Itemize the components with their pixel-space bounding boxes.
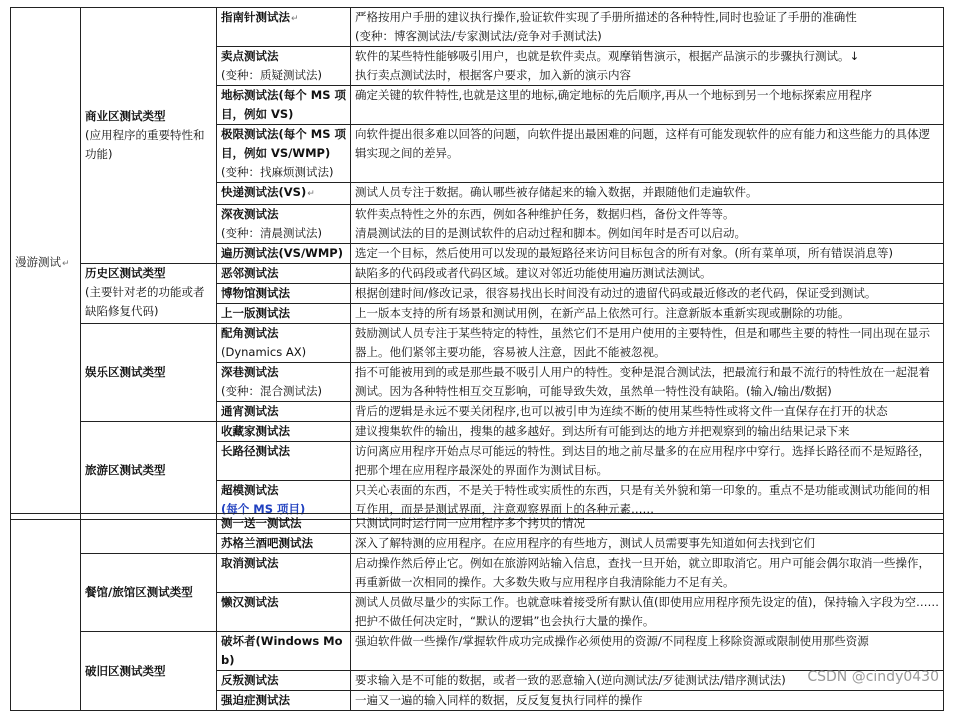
desc-text: 清晨测试法的目的是测试软件的启动过程和脚本。例如闰年时是否可以启动。 [355,226,746,240]
desc-text: 向软件提出很多难以回答的问题，向软件提出最困难的问题，这样有可能发现软件的应有能力和这些能力的具体逻辑实现之间的差异。 [355,127,930,160]
desc-text: 根据创建时间/修改记录，很容易找出长时间没有动过的遗留代码或最近修改的老代码，保证受到测试。 [355,286,877,300]
tech-name: 苏格兰酒吧测试法 [221,536,313,550]
desc-text: 确定关键的软件特性,也就是这里的地标,确定地标的先后顺序,再从一个地标到另一个地标探索应用程序 [355,88,872,102]
desc-cell [351,8,944,47]
group-cell-rundown [81,632,217,711]
tech-name: 博物馆测试法 [221,286,290,300]
desc-cell [351,593,944,632]
desc-text: 只关心表面的东西，不是关于特性或实质性的东西，只是有关外貌和第一印象的。重点不是功能或测试功能间的相互作用，而是是测试界面，注意观察界面上的各种元素…… [355,483,930,516]
tech-name: 深夜测试法 [221,207,279,221]
tech-cell: 快递测试法(VS)↵ [217,183,351,205]
desc-text: 测试人员做尽量少的实际工作。也就意味着接受所有默认值(即使用应用程序预先设定的值)，保持输入字段为空……把护不做任何决定时，“默认的逻辑”也会执行大量的操作。 [355,595,939,628]
tech-cell [217,632,351,671]
desc-cell [351,264,944,284]
tech-name: 卖点测试法 [221,49,279,63]
tech-name: 极限测试法(每个 MS 项目，例如 VS/WMP) [221,127,346,160]
category-cell-empty [11,514,81,711]
tech-cell [217,554,351,593]
tech-variant: (变种：质疑测试法) [221,68,322,82]
desc-text: 背后的逻辑是永远不要关闭程序,也可以被引申为连续不断的使用某些特性或将文件一直保存在打开的状态 [355,404,888,418]
tech-cell [217,671,351,691]
tech-cell [217,593,351,632]
desc-text: 建议搜集软件的输出，搜集的越多越好。到达所有可能到达的地方并把观察到的输出结果记录下来 [355,424,850,438]
group-title: 破旧区测试类型 [85,663,166,678]
desc-cell [351,86,944,125]
tech-cell [217,47,351,86]
category-label: 漫游测试 [15,255,61,269]
group-cell-empty [81,514,217,554]
tech-name: 恶邻测试法 [221,266,279,280]
group-cell-business [81,8,217,264]
desc-text: 一遍又一遍的输入同样的数据，反反复复执行同样的操作 [355,693,643,707]
tech-cell [217,284,351,304]
desc-cell [351,422,944,442]
tech-variant: (每个 MS 项目) [221,502,306,516]
group-title: 娱乐区测试类型 [85,365,166,379]
desc-cell [351,324,944,363]
tech-cell [217,244,351,264]
tech-cell [217,363,351,402]
tech-name: 指南针测试法 [221,10,290,24]
tech-cell [217,422,351,442]
desc-cell [351,442,944,481]
desc-cell [351,125,944,183]
tech-name: 快递测试法(VS) [221,185,307,199]
desc-cell [351,363,944,402]
group-title: 历史区测试类型 [85,266,166,280]
tech-cell [217,324,351,363]
tech-name: 地标测试法(每个 MS 项目，例如 VS) [221,88,346,121]
tech-cell: 指南针测试法↵ [217,8,351,47]
desc-text: 缺陷多的代码段或者代码区域。建议对邻近功能使用遍历测试法测试。 [355,266,712,280]
desc-text: 鼓励测试人员专注于某些特定的特性，虽然它们不是用户使用的主要特性，但是和哪些主要的特性一同出现在显示器上。他们紧邻主要功能，容易被人注意，因此不能被忽视。 [355,326,930,359]
group-title: 餐馆/旅馆区测试类型 [85,585,193,599]
tech-name: 长路径测试法 [221,444,290,458]
desc-text: 要求输入是不可能的数据，或者一致的恶意输入(逆向测试法/歹徒测试法/错序测试法) [355,673,786,687]
tech-variant: (变种：混合测试法) [221,384,322,398]
desc-cell [351,691,944,711]
tech-cell [217,86,351,125]
tech-name: 通宵测试法 [221,404,279,418]
desc-text: 选定一个目标，然后使用可以发现的最短路径来访问目标包含的所有对象。(所有菜单项，所有错误消息等) [355,246,893,260]
group-title: 商业区测试类型 [85,109,166,123]
tech-name: 超模测试法 [221,483,279,497]
tech-name: 强迫症测试法 [221,693,290,707]
desc-cell [351,632,944,671]
desc-text: 深入了解特测的应用程序。在应用程序的有些地方，测试人员需要事先知道如何去找到它们 [355,536,815,550]
desc-text: (变种：博客测试法/专家测试法/竞争对手测试法) [355,29,602,43]
desc-text: 执行卖点测试法时，根据客户要求，加入新的演示内容 [355,68,631,82]
tech-cell [217,264,351,284]
desc-text: 严格按用户手册的建议执行操作,验证软件实现了手册所描述的各种特性,同时也验证了手册的准确性 [355,10,857,24]
tech-cell [217,205,351,244]
desc-cell [351,205,944,244]
desc-cell [351,183,944,205]
desc-cell [351,304,944,324]
tech-cell [217,402,351,422]
tech-name: 遍历测试法(VS/WMP) [221,246,343,260]
tech-name: 上一版测试法 [221,306,290,320]
tech-variant: (变种：找麻烦测试法) [221,165,334,179]
tour-table-top [10,7,944,520]
desc-cell [351,514,944,534]
desc-text: 测试人员专注于数据。确认哪些被存储起来的输入数据，并跟随他们走遍软件。 [355,185,758,199]
tech-cell [217,514,351,534]
group-title: 旅游区测试类型 [85,463,166,477]
desc-cell [351,284,944,304]
tech-name: 反叛测试法 [221,673,279,687]
category-cell: 漫游测试↵ [11,8,81,520]
tech-cell [217,534,351,554]
desc-cell [351,244,944,264]
tech-cell [217,125,351,183]
desc-text: 软件卖点特性之外的东西，例如各种维护任务，数据归档，备份文件等等。 [355,207,735,221]
desc-text: 指不可能被用到的或是那些最不吸引人用户的特性。变种是混合测试法，把最流行和最不流行的特性放在一起混着测试。因为各种特性相互交互影响，可能导致失效，虽然单一特性没有缺陷。(输入/输出/数据) [355,365,930,398]
tech-name: 取消测试法 [221,556,279,570]
tech-variant: (Dynamics AX) [221,345,307,359]
tech-name: 深巷测试法 [221,365,279,379]
desc-cell [351,554,944,593]
desc-text: 访问离应用程序开始点尽可能远的特性。到达目的地之前尽量多的在应用程序中穿行。选择长路径而不是短路径，把那个埋在应用程序最深处的界面作为测试目标。 [355,444,930,477]
desc-cell [351,534,944,554]
group-desc: (应用程序的重要特性和功能) [85,128,205,161]
watermark: CSDN @cindy0430 [807,669,939,685]
tech-cell [217,442,351,481]
tech-name: 破坏者(Windows Mob) [221,634,343,667]
tech-name: 懒汉测试法 [221,595,279,609]
group-cell-restaurant [81,554,217,632]
desc-text: 上一版本支持的所有场景和测试用例，在新产品上依然可行。注意新版本重新实现或删除的功能。 [355,306,850,320]
tour-table-bottom [10,513,944,711]
tech-name: 测一送一测试法 [221,516,302,530]
group-desc: (主要针对老的功能或者缺陷修复代码) [85,285,205,318]
desc-cell [351,402,944,422]
tech-name: 配角测试法 [221,326,279,340]
group-cell-history [81,264,217,324]
tech-variant: (变种：清晨测试法) [221,226,322,240]
desc-text: 软件的某些特性能够吸引用户，也就是软件卖点。观摩销售演示，根据产品演示的步骤执行测试。↓ [355,49,860,63]
desc-text: 只测试同时运行同一应用程序多个拷贝的情况 [355,516,585,530]
tech-cell [217,691,351,711]
group-cell-entertainment [81,324,217,422]
desc-text: 强迫软件做一些操作/掌握软件成功完成操作必须使用的资源/不同程度上移除资源或限制使用那些资源 [355,634,869,648]
desc-cell [351,47,944,86]
tech-name: 收藏家测试法 [221,424,290,438]
desc-text: 启动操作然后停止它。例如在旅游网站输入信息，查找一旦开始，就立即取消它。用户可能会偶尔取消一些操作，再重新做一次相同的操作。大多数失败与应用程序自我清除能力不足有关。 [355,556,930,589]
tech-cell [217,304,351,324]
group-cell-tourist [81,422,217,520]
